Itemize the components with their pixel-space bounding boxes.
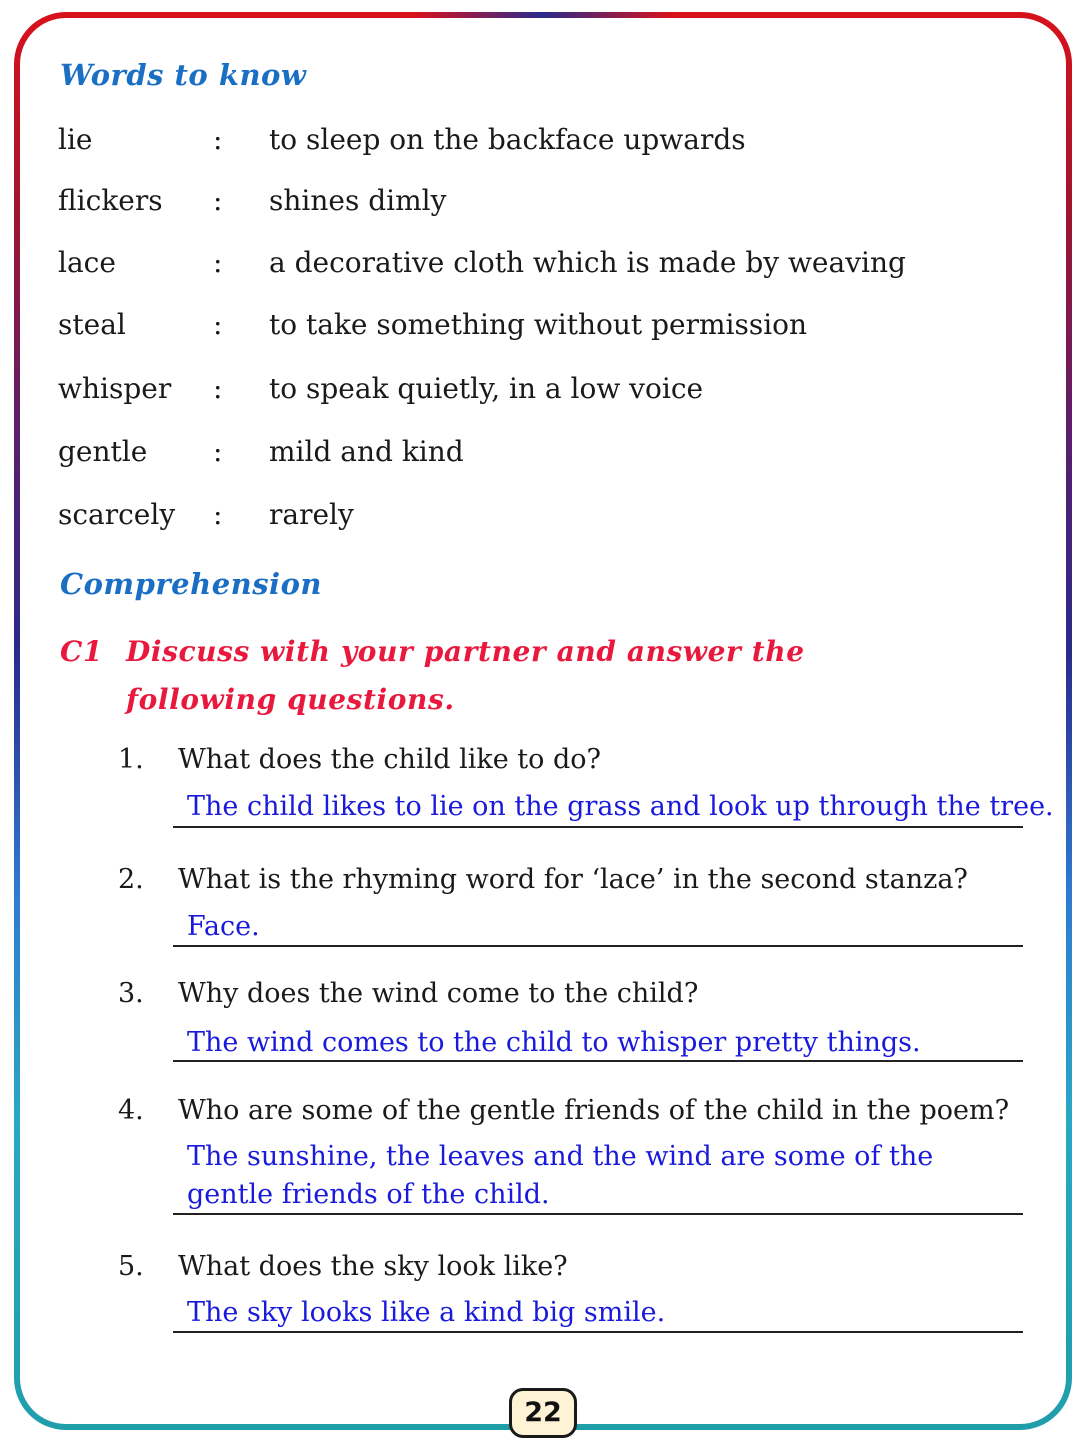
answer-line — [173, 1331, 1023, 1333]
question-text: Who are some of the gentle friends of the child in the poem? — [178, 1095, 1010, 1126]
vocab-meaning: a decorative cloth which is made by weaving — [269, 246, 906, 279]
vocab-colon: : — [213, 246, 223, 279]
exercise-label: C1 — [60, 635, 103, 668]
answer-line — [173, 826, 1023, 828]
answer-line — [173, 945, 1023, 947]
question-text: What does the sky look like? — [178, 1251, 568, 1282]
question-number: 3. — [118, 978, 144, 1009]
question-number: 1. — [118, 744, 144, 775]
vocab-colon: : — [213, 308, 223, 341]
vocab-meaning: shines dimly — [269, 184, 447, 217]
question-text: Why does the wind come to the child? — [178, 978, 699, 1009]
question-number: 2. — [118, 864, 144, 895]
vocab-meaning: rarely — [269, 498, 354, 531]
vocab-meaning: to sleep on the backface upwards — [269, 123, 746, 156]
vocab-word: whisper — [58, 372, 172, 405]
vocab-meaning: to take something without permission — [269, 308, 808, 341]
answer-text: The wind comes to the child to whisper pretty things. — [187, 1027, 921, 1058]
question-number: 4. — [118, 1095, 144, 1126]
vocab-word: gentle — [58, 435, 148, 468]
question-text: What does the child like to do? — [178, 744, 601, 775]
words-to-know-heading: Words to know — [60, 58, 307, 92]
answer-text: The sunshine, the leaves and the wind are some of the gentle friends of the child. — [187, 1141, 934, 1210]
vocab-word: lie — [58, 123, 93, 156]
vocab-colon: : — [213, 498, 223, 531]
question-text: What is the rhyming word for ‘lace’ in the second stanza? — [178, 864, 968, 895]
question-number: 5. — [118, 1251, 144, 1282]
answer-line — [173, 1213, 1023, 1215]
vocab-word: lace — [58, 246, 116, 279]
vocab-word: steal — [58, 308, 126, 341]
answer-line — [173, 1060, 1023, 1062]
vocab-colon: : — [213, 184, 223, 217]
comprehension-heading: Comprehension — [60, 567, 323, 601]
page-number: 22 — [509, 1388, 577, 1438]
answer-text: The child likes to lie on the grass and look up through the tree. — [187, 791, 1054, 822]
answer-text: The sky looks like a kind big smile. — [187, 1297, 666, 1328]
vocab-colon: : — [213, 123, 223, 156]
exercise-text: Discuss with your partner and answer the following questions. — [126, 635, 805, 716]
vocab-meaning: mild and kind — [269, 435, 464, 468]
answer-text: Face. — [187, 911, 260, 942]
vocab-word: flickers — [58, 184, 163, 217]
vocab-colon: : — [213, 372, 223, 405]
vocab-word: scarcely — [58, 498, 176, 531]
vocab-colon: : — [213, 435, 223, 468]
vocab-meaning: to speak quietly, in a low voice — [269, 372, 704, 405]
